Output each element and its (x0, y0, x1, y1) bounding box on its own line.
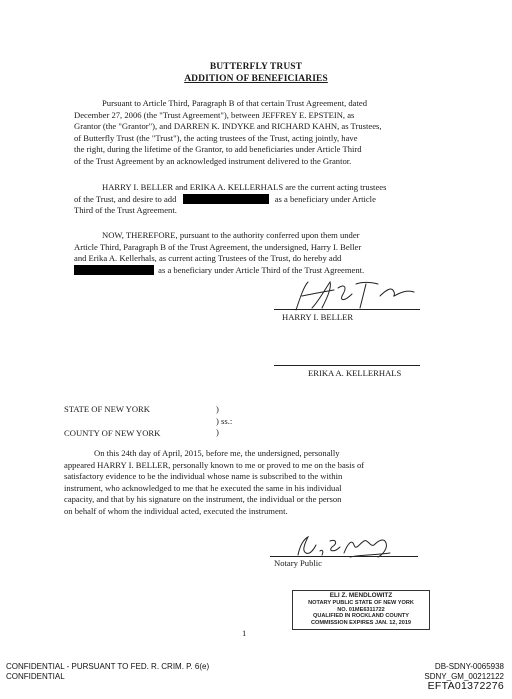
paragraph-trustees (74, 182, 436, 217)
text-fragment: as a beneficiary under Article (274, 193, 376, 204)
text-line: of Butterfly Trust (the "Trust"), the acting trustees of the Trust, acting jointly, have (74, 132, 358, 143)
notary-public-label: Notary Public (274, 558, 322, 568)
brace: ) (216, 427, 219, 438)
venue-county: COUNTY OF NEW YORK (64, 428, 161, 438)
notary-stamp (292, 590, 430, 630)
stamp-line: NO. 01ME6311722 (337, 606, 385, 613)
signature-line (274, 365, 420, 366)
footer-line: CONFIDENTIAL (6, 671, 65, 681)
paragraph-authority (74, 98, 436, 168)
text-fragment: as a beneficiary under Article Third of the Trust Agreement. (158, 264, 365, 275)
text-line: satisfactory evidence to be the individual whose name is subscribed to the within (64, 471, 343, 482)
text-line: appeared HARRY I. BELLER, personally known to me or proved to me on the basis of (64, 459, 365, 470)
signer-name-beller: HARRY I. BELLER (282, 312, 354, 322)
text-line: Third of the Trust Agreement. (74, 205, 177, 216)
stamp-line: ELI Z. MENDLOWITZ (329, 592, 393, 599)
bates-number: EFTA01372276 (427, 680, 504, 693)
stamp-line: NOTARY PUBLIC STATE OF NEW YORK (308, 599, 414, 606)
redaction-block (74, 265, 154, 275)
signature-line (270, 556, 418, 557)
brace: ) (216, 404, 219, 414)
stamp-line: COMMISSION EXPIRES JAN. 12, 2019 (310, 620, 412, 627)
page-number: 1 (242, 628, 247, 638)
text-line: On this 24th day of April, 2015, before me, the undersigned, personally (94, 448, 340, 458)
text-line (74, 265, 436, 277)
venue-state: STATE OF NEW YORK (64, 404, 150, 414)
footer-confidentiality (6, 662, 209, 681)
text-line: and Erika A. Kellerhals, as current acting Trustees of the Trust, do hereby add (74, 253, 342, 264)
brace-ss: ) ss.: (216, 415, 233, 426)
text-fragment: of the Trust, and desire to add (74, 193, 177, 204)
text-line: Pursuant to Article Third, Paragraph B of that certain Trust Agreement, dated (102, 98, 367, 108)
paragraph-resolution (74, 230, 436, 276)
text-line: NOW, THEREFORE, pursuant to the authority conferred upon them under (102, 230, 360, 240)
redaction-block (183, 194, 269, 204)
text-line: capacity, and that by his signature on the instrument, the individual or the person (64, 494, 342, 505)
notary-acknowledgment (64, 448, 436, 518)
text-line: HARRY I. BELLER and ERIKA A. KELLERHALS are the current acting trustees (102, 182, 387, 192)
footer-line: DB-SDNY-0065938 (434, 662, 504, 671)
venue-braces (216, 404, 232, 439)
document-title: BUTTERFLY TRUST (209, 62, 303, 72)
footer-bates-block (424, 662, 504, 692)
text-line: December 27, 2006 (the "Trust Agreement"), between JEFFREY E. EPSTEIN, as (74, 109, 355, 120)
text-line: Article Third, Paragraph B of the Trust Agreement, the undersigned, Harry I. Beller (74, 241, 362, 252)
text-line: of the Trust Agreement by an acknowledged instrument delivered to the Grantor. (74, 155, 352, 166)
signer-name-kellerhals: ERIKA A. KELLERHALS (308, 368, 402, 378)
text-line: Grantor (the "Grantor"), and DARREN K. INDYKE and RICHARD KAHN, as Trustees, (74, 121, 382, 132)
stamp-line: QUALIFIED IN ROCKLAND COUNTY (312, 613, 410, 620)
text-line: the right, during the lifetime of the Grantor, to add beneficiaries under Article Third (74, 144, 362, 155)
document-subtitle: ADDITION OF BENEFICIARIES (184, 74, 328, 84)
text-line: instrument, who acknowledged to me that he executed the same in his individual (64, 482, 342, 493)
text-line: on behalf of whom the individual acted, executed the instrument. (64, 505, 288, 516)
footer-line: SDNY_GM_00212122 (424, 671, 504, 681)
signature-line (274, 309, 420, 310)
footer-line: CONFIDENTIAL - PURSUANT TO FED. R. CRIM. P. 6(e) (6, 662, 210, 671)
text-line (74, 194, 436, 206)
